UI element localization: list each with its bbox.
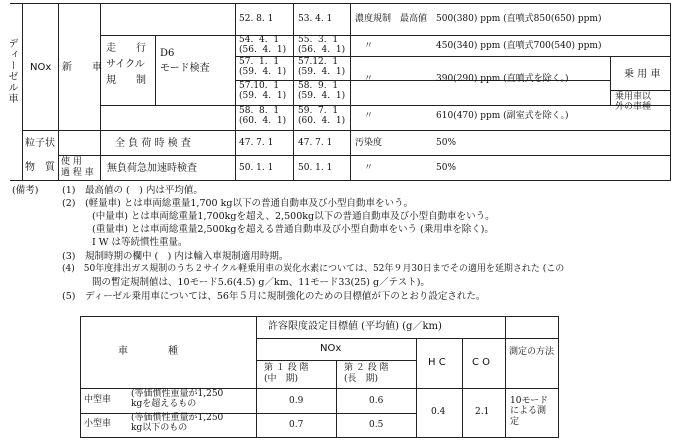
date-4: 57.10. 1 (59. 4. 1): [239, 81, 287, 101]
notes-heading: (備考): [12, 185, 39, 196]
date-5b: 59. 7. 1 (60. 4. 1): [298, 106, 346, 126]
passenger-car-label: 乗 用 車: [624, 69, 661, 80]
diesel-label: ディーゼル車: [6, 38, 17, 104]
phase2-small: 0.5: [369, 420, 384, 430]
phase1-header: 第 １ 段 階 (中 期): [264, 363, 309, 384]
hc-header: H C: [428, 357, 446, 368]
co-value: 2.1: [475, 407, 490, 417]
note-5: (5) ディーゼル乗用車については、56年５月に規制強化のための目標値が下のとおり設定された。: [62, 291, 486, 302]
date-6: 47. 7. 1: [239, 138, 274, 148]
no-load-test-label: 無負荷急加速時検査: [107, 163, 197, 174]
full-load-test-label: 全 負 荷 時 検 査: [115, 138, 191, 149]
method-header: 測定の方法: [509, 347, 555, 357]
date-3b: 57.12. 1 (59. 4. 1): [298, 57, 346, 77]
date-2b: 55. 3. 1 (56. 4. 1): [298, 35, 346, 55]
hc-value: 0.4: [431, 407, 446, 417]
vehicle-type-medium: 中型車: [84, 395, 112, 405]
d6-mode-label: D6 モード検査: [160, 48, 210, 74]
regulation-text-6: 汚染度 50%: [355, 138, 457, 148]
regulation-text-3: 〃 390(290) ppm (直噴式を除く。): [355, 74, 569, 84]
vehicle-type-header: 車 種: [118, 346, 178, 357]
non-passenger-label: 乗用車以 外の車種: [615, 92, 652, 112]
date-3: 57. 1. 1 (59. 4. 1): [239, 57, 287, 77]
note-3: (3) 規制時期の欄中 ( ) 内は輸入車規制適用時期。: [62, 251, 289, 262]
phase1-medium: 0.9: [289, 396, 304, 406]
particulate-label: 粒子状 物 質: [25, 138, 55, 173]
nox-label: NOx: [30, 62, 52, 73]
phase2-header: 第 ２ 段 階 (長 期): [344, 363, 389, 384]
date-6b: 47. 7. 1: [298, 138, 333, 148]
in-use-vehicle-label: 使 用 過 程 車: [61, 157, 94, 178]
date-7b: 50. 1. 1: [298, 163, 333, 173]
vehicle-type-small: 小型車: [84, 419, 112, 429]
regulation-text-7: 〃 50%: [355, 163, 457, 173]
date-2: 54. 4. 1 (56. 4. 1): [239, 35, 287, 55]
date-7: 50. 1. 1: [239, 163, 274, 173]
regulation-text-1: 濃度規制 最高値 500(380) ppm (直噴式850(650) ppm): [355, 14, 602, 24]
phase1-small: 0.7: [289, 420, 304, 430]
note-2d: I W は等続慣性重量。: [92, 237, 188, 248]
method-value: 10モード による測 定: [510, 396, 549, 427]
new-car-label: 新 車: [62, 62, 102, 73]
regulation-text-2: 〃 450(340) ppm (直噴式700(540) ppm): [355, 41, 602, 51]
vehicle-desc-small: (等価慣性重量が1,250 kg以下のもの: [131, 413, 224, 433]
note-4b: 間の暫定規制値は、10モード5.6(4.5) g／km、11モード33(25) g／テスト)。: [92, 277, 430, 288]
nox-header: NOx: [320, 343, 342, 354]
note-4a: (4) 50年度排出ガス規制のうち２サイクル軽乗用車の炭化水素については、52年９月30日までその適用を延期された (この: [62, 264, 565, 274]
co-header: C O: [472, 357, 491, 368]
note-1: (1) 最高値の ( ) 内は平均値。: [62, 185, 203, 196]
regulation-text-5: 〃 610(470) ppm (副室式を除く。): [355, 111, 569, 121]
date-5: 58. 8. 1 (60. 4. 1): [239, 106, 287, 126]
phase2-medium: 0.6: [369, 396, 384, 406]
date-1: 52. 8. 1: [239, 14, 274, 24]
running-cycle-label: 走 行 サイクル 規 制: [106, 43, 146, 86]
limit-target-header: 許容限度設定目標値 (平均値) (g／km): [268, 321, 442, 332]
date-1b: 53. 4. 1: [298, 14, 333, 24]
note-2b: (中量車) とは車両総重量1,700kgを超え、2,500kg以下の普通自動車及び小型自動車をいう。: [92, 211, 495, 222]
note-2a: (2) (軽量車) とは車両総重量1,700 kg以下の普通自動車及び小型自動車をいう。: [62, 198, 413, 209]
vehicle-desc-medium: (等価慣性重量が1,250 kgを超えるもの: [131, 389, 224, 409]
note-2c: (重量車) とは車両総重量2,500kgを超える普通自動車及び小型自動車をいう (乗用車を除く)。: [92, 224, 494, 235]
date-4b: 58. 9. 1 (59. 4. 1): [298, 81, 346, 101]
